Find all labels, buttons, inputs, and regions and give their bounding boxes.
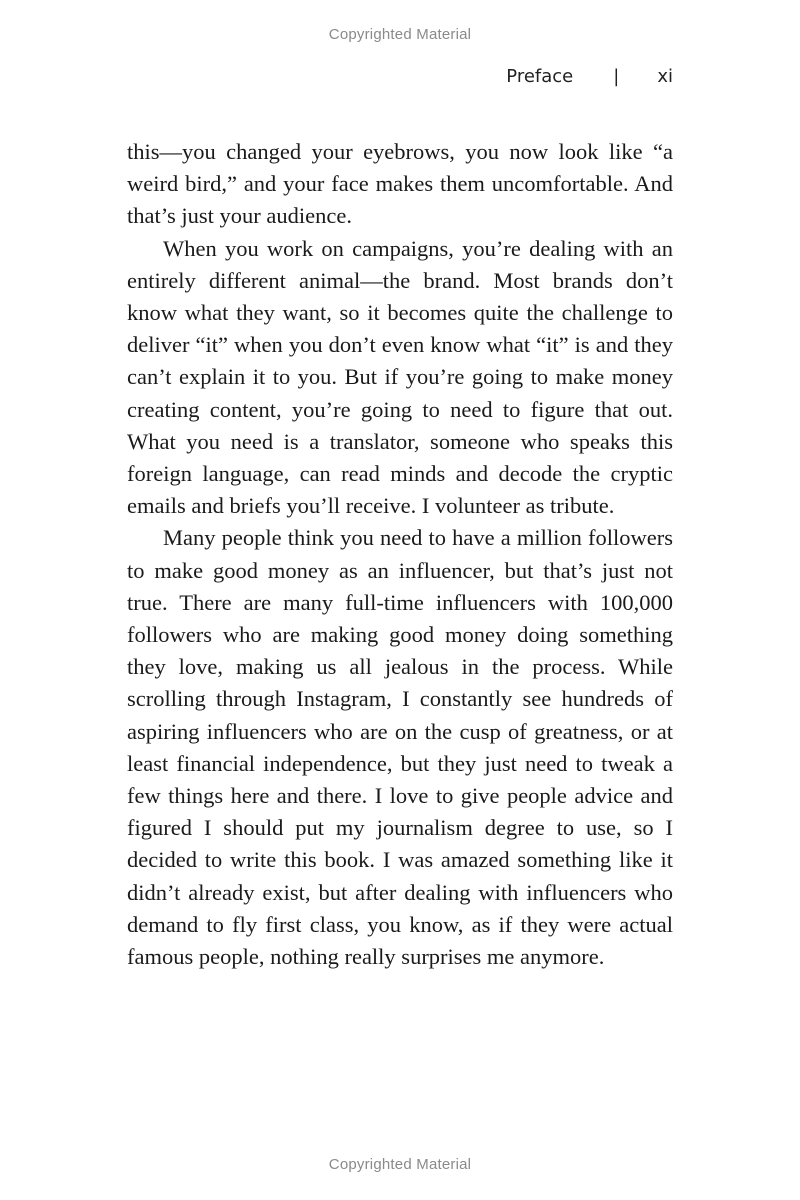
watermark-bottom: Copyrighted Material: [328, 1156, 472, 1173]
running-head: [506, 66, 673, 87]
paragraph-3: Many people think you need to have a million followers to make good money as an influencer, but that’s just not true. There are many full-time influencers with 100,000 followers who are making good money doing something they love, making us all jealous in the process. While scrolling through Instagram, I constantly see hundreds of aspiring influencers who are on the cusp of greatness, or at least financial independence, but they just need to tweak a few things here and there. I love to give people advice and figured I should put my journalism degree to use, so I decided to write this book. I was amazed something like it didn’t already exist, but after dealing with influencers who demand to fly first class, you know, as if they were actual famous people, nothing really surprises me anymore.: [127, 525, 673, 970]
watermark-top: Copyrighted Material: [328, 26, 472, 43]
section-title: Preface: [506, 66, 574, 87]
body-text: [127, 136, 673, 973]
page-number: xi: [657, 66, 673, 87]
header-separator: |: [613, 66, 620, 87]
paragraph-2: When you work on campaigns, you’re dealing with an entirely different animal—the brand. Most brands don’t know what they want, so it becomes quite the challenge to deliver “it” when you don’t even know what “it” is and they can’t explain it to you. But if you’re going to make money creating content, you’re going to need to figure that out. What you need is a translator, someone who speaks this foreign language, can read minds and decode the cryptic emails and briefs you’ll receive. I volunteer as tribute.: [127, 235, 673, 519]
paragraph-1: this—you changed your eyebrows, you now look like “a weird bird,” and your face makes them uncomfortable. And that’s just your audience.: [127, 139, 673, 229]
